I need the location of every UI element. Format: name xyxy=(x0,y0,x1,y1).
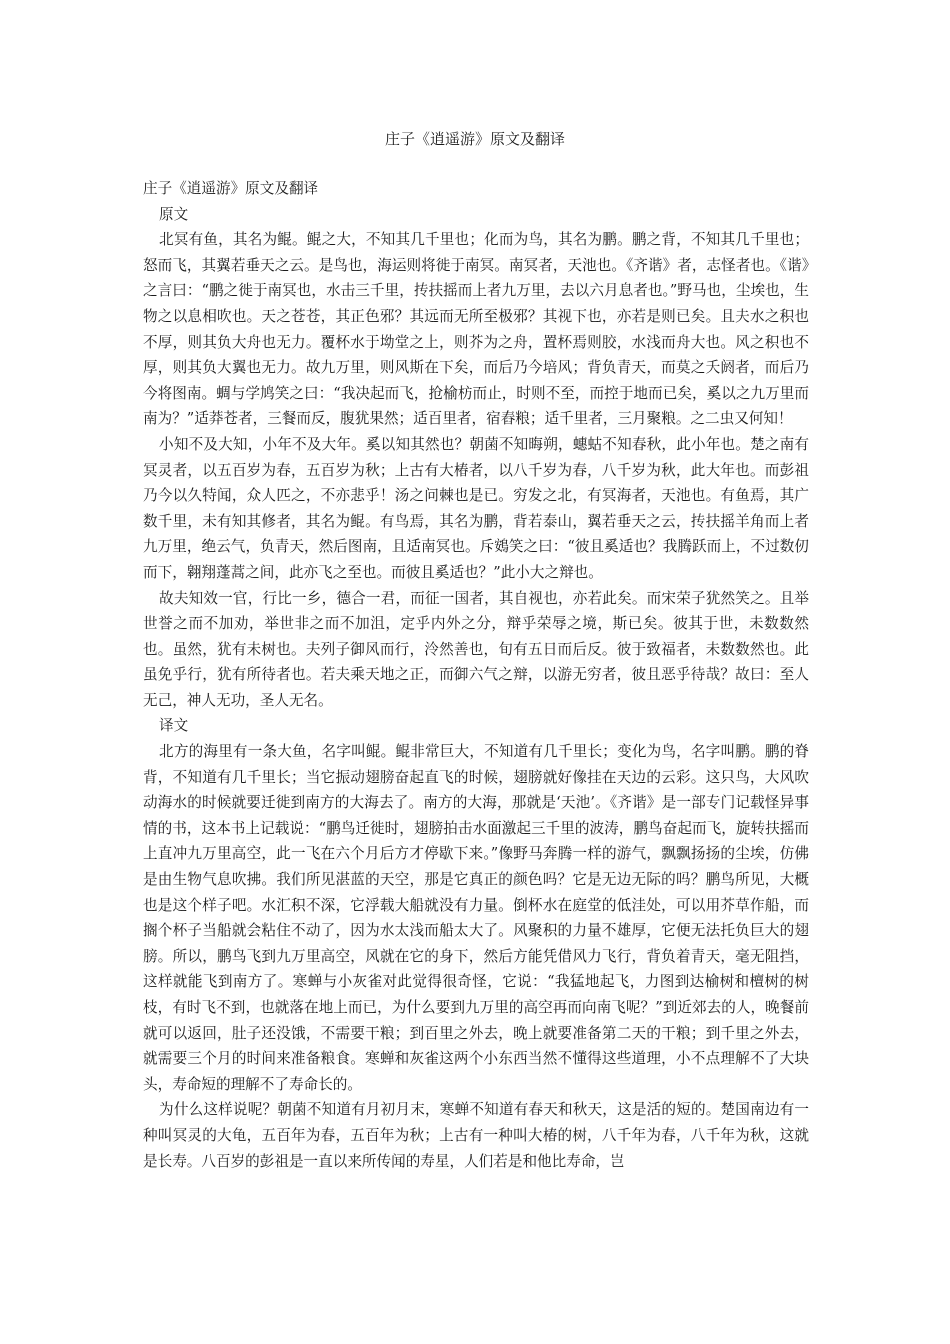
translation-paragraph: 为什么这样说呢？朝菌不知道有月初月末，寒蝉不知道有春天和秋天，这是活的短的。楚国南边有一种叫冥灵的大龟，五百年为春，五百年为秋；上古有一种叫大椿的树，八千年为春，八千年为秋，这就是长寿。八百岁的彭祖是一直以来所传闻的寿星，人们若是和他比寿命，岂 xyxy=(143,1101,809,1170)
document-body xyxy=(143,176,809,1174)
section-heading-original: 原文 xyxy=(159,205,189,223)
document-title: 庄子《逍遥游》原文及翻译 xyxy=(384,130,565,148)
original-paragraph: 小知不及大知，小年不及大年。奚以知其然也？朝菌不知晦朔，蟪蛄不知春秋，此小年也。楚之南有冥灵者，以五百岁为春，五百岁为秋；上古有大椿者，以八千岁为春，八千岁为秋，此大年也。而彭祖乃今以久特闻，众人匹之，不亦悲乎！汤之问棘也是已。穷发之北，有冥海者，天池也。有鱼焉，其广数千里，未有知其修者，其名为鲲。有鸟焉，其名为鹏，背若泰山，翼若垂天之云，抟扶摇羊角而上者九万里，绝云气，负青天，然后图南，且适南冥也。斥鴳笑之曰：“彼且奚适也？我腾跃而上，不过数仞而下，翱翔蓬蒿之间，此亦飞之至也。而彼且奚适也？”此小大之辩也。 xyxy=(143,435,809,581)
section-heading-translation: 译文 xyxy=(159,717,189,735)
translation-paragraph: 北方的海里有一条大鱼，名字叫鲲。鲲非常巨大，不知道有几千里长；变化为鸟，名字叫鹏。鹏的脊背，不知道有几千里长；当它振动翅膀奋起直飞的时候，翅膀就好像挂在天边的云彩。这只鸟，大风吹动海水的时候就要迁徙到南方的大海去了。南方的大海，那就是‘天池’。《齐谐》是一部专门记载怪异事情的书，这本书上记载说：“鹏鸟迁徙时，翅膀拍击水面激起三千里的波涛，鹏鸟奋起而飞，旋转扶摇而上直冲九万里高空，此一飞在六个月后方才停歇下来。”像野马奔腾一样的游气，飘飘扬扬的尘埃，仿佛是由生物气息吹拂。我们所见湛蓝的天空，那是它真正的颜色吗？它是无边无际的吗？鹏鸟所见，大概也是这个样子吧。水汇积不深，它浮载大船就没有力量。倒杯水在庭堂的低洼处，可以用芥草作船，而搁个杯子当船就会粘住不动了，因为水太浅而船太大了。风聚积的力量不雄厚，它便无法托负巨大的翅膀。所以，鹏鸟飞到九万里高空，风就在它的身下，然后方能凭借风力飞行，背负着青天，毫无阻挡，这样就能飞到南方了。寒蝉与小灰雀对此觉得很奇怪，它说：“我猛地起飞，力图到达榆树和檀树的树枝，有时飞不到，也就落在地上而已，为什么要到九万里的高空再而向南飞呢？”到近郊去的人，晚餐前就可以返回，肚子还没饿，不需要干粮；到百里之外去，晚上就要准备第二天的干粮；到千里之外去，就需要三个月的时间来准备粮食。寒蝉和灰雀这两个小东西当然不懂得这些道理，小不点理解不了大块头，寿命短的理解不了寿命长的。 xyxy=(143,743,809,1093)
original-paragraph: 故夫知效一官，行比一乡，德合一君，而征一国者，其自视也，亦若此矣。而宋荣子犹然笑之。且举世誉之而不加劝，举世非之而不加沮，定乎内外之分，辩乎荣辱之境，斯已矣。彼其于世，未数数然也。虽然，犹有未树也。夫列子御风而行，泠然善也，旬有五日而后反。彼于致福者，未数数然也。此虽免乎行，犹有所待者也。若夫乘天地之正，而御六气之辩，以游无穷者，彼且恶乎待哉？故曰：至人无己，神人无功，圣人无名。 xyxy=(143,589,809,709)
subtitle: 庄子《逍遥游》原文及翻译 xyxy=(143,180,319,197)
original-paragraph: 北冥有鱼，其名为鲲。鲲之大，不知其几千里也；化而为鸟，其名为鹏。鹏之背，不知其几千里也；怒而飞，其翼若垂天之云。是鸟也，海运则将徙于南冥。南冥者，天池也。《齐谐》者，志怪者也。《谐》之言曰：“鹏之徙于南冥也，水击三千里，抟扶摇而上者九万里，去以六月息者也。”野马也，尘埃也，生物之以息相吹也。天之苍苍，其正色邪？其远而无所至极邪？其视下也，亦若是则已矣。且夫水之积也不厚，则其负大舟也无力。覆杯水于坳堂之上，则芥为之舟，置杯焉则胶，水浅而舟大也。风之积也不厚，则其负大翼也无力。故九万里，则风斯在下矣，而后乃今培风；背负青天，而莫之夭阏者，而后乃今将图南。蜩与学鸠笑之曰：“我决起而飞，抢榆枋而止，时则不至，而控于地而已矣，奚以之九万里而南为？”适莽苍者，三餐而反，腹犹果然；适百里者，宿舂粮；适千里者，三月聚粮。之二虫又何知！ xyxy=(143,231,809,428)
